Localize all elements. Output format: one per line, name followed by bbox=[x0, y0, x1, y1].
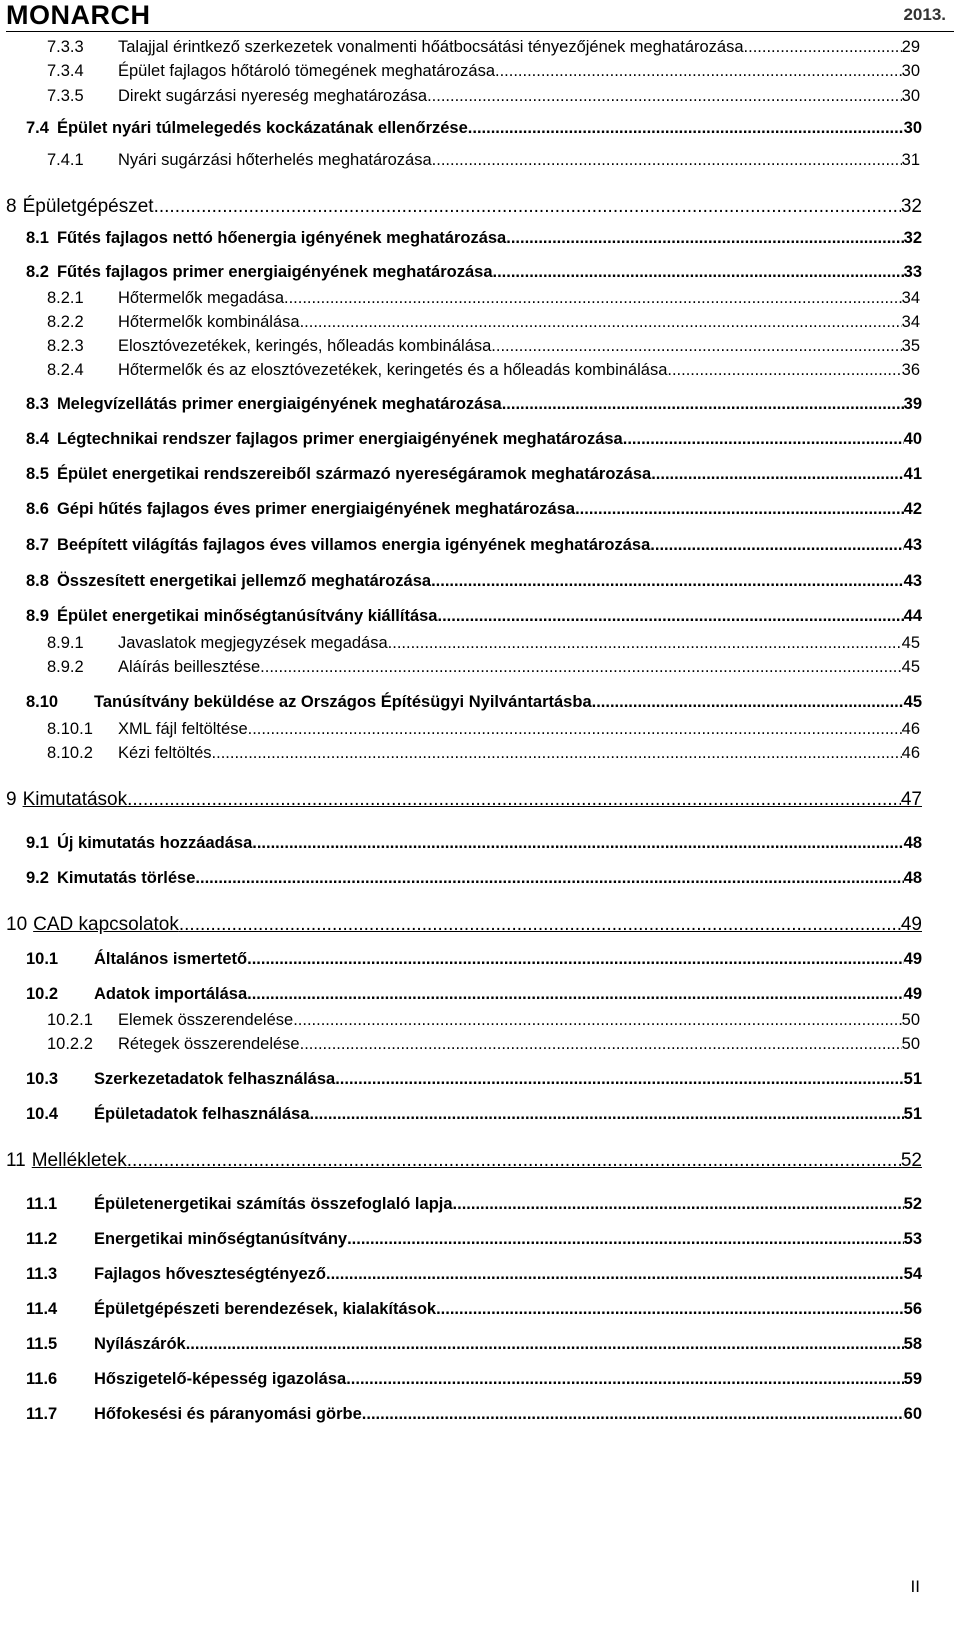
toc-entry-page: 50 bbox=[901, 1035, 920, 1053]
toc-dot-leader bbox=[347, 1230, 904, 1249]
toc-entry-title: Kimutatás törlése bbox=[56, 869, 196, 887]
toc-entry-number: 7.4 bbox=[26, 119, 49, 137]
toc-dot-leader bbox=[748, 38, 902, 57]
toc-entry-title: Nyári sugárzási hőterhelés meghatározása bbox=[118, 151, 432, 169]
page-number: II bbox=[910, 1577, 920, 1596]
toc-dot-leader bbox=[326, 1265, 904, 1284]
toc-entry-number: 8.2 bbox=[26, 263, 49, 281]
toc-entry-number: 8 bbox=[6, 196, 17, 217]
toc-dot-leader bbox=[127, 1150, 901, 1172]
toc-entry[interactable] bbox=[0, 395, 960, 414]
toc-entry-page: 56 bbox=[903, 1300, 922, 1318]
toc-dot-leader bbox=[651, 465, 903, 484]
toc-dot-leader bbox=[300, 313, 902, 332]
toc-dot-leader bbox=[592, 693, 904, 712]
toc-entry-page: 46 bbox=[901, 744, 920, 762]
toc-entry-page: 52 bbox=[900, 1150, 922, 1171]
toc-entry-title: Mellékletek bbox=[31, 1150, 127, 1171]
toc-dot-leader bbox=[195, 869, 903, 888]
toc-entry-title: Gépi hűtés fajlagos éves primer energiaigényének meghatározása bbox=[56, 500, 576, 518]
toc-entry-title: Hőtermelők kombinálása bbox=[118, 313, 300, 331]
toc-entry[interactable] bbox=[0, 634, 960, 653]
toc-dot-leader bbox=[506, 229, 903, 248]
toc-entry-page: 30 bbox=[903, 119, 922, 137]
toc-entry-title: Fűtés fajlagos primer energiaigényének meghatározása bbox=[56, 263, 493, 281]
toc-entry-title: Rétegek összerendelése bbox=[118, 1035, 300, 1053]
toc-entry[interactable] bbox=[0, 1335, 960, 1354]
toc-entry-page: 46 bbox=[901, 720, 920, 738]
toc-entry-title: Épületadatok felhasználása bbox=[94, 1105, 310, 1123]
toc-entry-title: Kézi feltöltés bbox=[118, 744, 212, 762]
toc-entry-number: 11.5 bbox=[26, 1335, 58, 1353]
toc-dot-leader bbox=[154, 196, 901, 218]
toc-entry[interactable] bbox=[0, 263, 960, 282]
toc-entry-page: 33 bbox=[903, 263, 922, 281]
toc-entry-title: Hőszigetelő-képesség igazolása bbox=[94, 1370, 347, 1388]
toc-entry[interactable] bbox=[0, 1070, 960, 1089]
toc-entry-number: 8.6 bbox=[26, 500, 49, 518]
toc-dot-leader bbox=[431, 572, 904, 591]
toc-entry[interactable] bbox=[0, 196, 960, 218]
toc-entry[interactable] bbox=[0, 1300, 960, 1319]
toc-entry[interactable] bbox=[0, 744, 960, 763]
toc-entry-number: 10.3 bbox=[26, 1070, 59, 1088]
toc-dot-leader bbox=[247, 985, 904, 1004]
toc-entry-page: 53 bbox=[903, 1230, 922, 1248]
toc-entry-page: 48 bbox=[903, 869, 922, 887]
toc-entry-page: 54 bbox=[903, 1265, 922, 1283]
toc-dot-leader bbox=[284, 289, 902, 308]
toc-entry-title: Elemek összerendelése bbox=[118, 1011, 294, 1029]
toc-dot-leader bbox=[491, 337, 901, 356]
toc-dot-leader bbox=[127, 789, 901, 811]
toc-entry[interactable] bbox=[0, 1011, 960, 1030]
toc-entry-number: 8.2.2 bbox=[47, 313, 84, 331]
header-year: 2013. bbox=[903, 5, 946, 24]
toc-entry-number: 8.9 bbox=[26, 607, 49, 625]
toc-entry-page: 31 bbox=[901, 151, 920, 169]
toc-entry-title: XML fájl feltöltése bbox=[118, 720, 248, 738]
toc-entry[interactable] bbox=[0, 1150, 960, 1172]
toc-entry-title: Elosztóvezetékek, keringés, hőleadás kombinálása bbox=[118, 337, 492, 355]
toc-entry[interactable] bbox=[0, 536, 960, 555]
toc-entry-page: 45 bbox=[901, 658, 920, 676]
toc-entry-number: 8.10.1 bbox=[47, 720, 93, 738]
toc-entry-title: CAD kapcsolatok bbox=[33, 914, 179, 935]
toc-dot-leader bbox=[260, 658, 901, 677]
toc-dot-leader bbox=[252, 834, 903, 853]
toc-entry-number: 10 bbox=[6, 914, 28, 935]
toc-dot-leader bbox=[650, 536, 903, 555]
toc-entry-page: 34 bbox=[901, 313, 920, 331]
toc-dot-leader bbox=[432, 151, 902, 170]
toc-entry-title: Aláírás beillesztése bbox=[118, 658, 261, 676]
toc-entry[interactable] bbox=[0, 1195, 960, 1214]
toc-entry-title: Szerkezetadatok felhasználása bbox=[94, 1070, 336, 1088]
toc-entry-page: 49 bbox=[903, 985, 922, 1003]
toc-dot-leader bbox=[346, 1370, 903, 1389]
toc-entry-number: 10.2.2 bbox=[47, 1035, 93, 1053]
toc-dot-leader bbox=[502, 395, 904, 414]
toc-entry-page: 60 bbox=[903, 1405, 922, 1423]
toc-entry-number: 8.9.1 bbox=[47, 634, 84, 652]
toc-entry[interactable] bbox=[0, 38, 960, 57]
toc-entry-title: Épületgépészeti berendezések, kialakítások bbox=[94, 1300, 437, 1318]
toc-entry-number: 9 bbox=[6, 789, 17, 810]
toc-entry-title: Fajlagos hőveszteségtényező bbox=[94, 1265, 326, 1283]
toc-dot-leader bbox=[495, 62, 902, 81]
toc-dot-leader bbox=[667, 361, 901, 380]
toc-entry-number: 10.2.1 bbox=[47, 1011, 93, 1029]
toc-entry-page: 43 bbox=[903, 572, 922, 590]
toc-entry-page: 42 bbox=[903, 500, 922, 518]
toc-entry-number: 7.4.1 bbox=[47, 151, 84, 169]
toc-dot-leader bbox=[575, 500, 904, 519]
toc-dot-leader bbox=[293, 1011, 901, 1030]
toc-entry-page: 30 bbox=[901, 62, 920, 80]
toc-entry-title: Kimutatások bbox=[22, 789, 128, 810]
toc-entry[interactable] bbox=[0, 1105, 960, 1124]
toc-entry-page: 49 bbox=[900, 914, 922, 935]
toc-entry-title: Javaslatok megjegyzések megadása bbox=[118, 634, 388, 652]
toc-entry-page: 59 bbox=[903, 1370, 922, 1388]
toc-entry[interactable] bbox=[0, 465, 960, 484]
toc-entry-page: 30 bbox=[901, 87, 920, 105]
toc-entry-page: 35 bbox=[901, 337, 920, 355]
toc-entry-title: Épületenergetikai számítás összefoglaló lapja bbox=[94, 1195, 453, 1213]
toc-entry-page: 39 bbox=[903, 395, 922, 413]
toc-entry-page: 34 bbox=[901, 289, 920, 307]
toc-entry-number: 8.5 bbox=[26, 465, 49, 483]
toc-dot-leader bbox=[186, 1335, 904, 1354]
toc-entry[interactable] bbox=[0, 1370, 960, 1389]
toc-entry-title: Hőtermelők és az elosztóvezetékek, keringetés és a hőleadás kombinálása bbox=[118, 361, 668, 379]
toc-entry-title: Összesített energetikai jellemző meghatározása bbox=[56, 572, 432, 590]
toc-entry[interactable] bbox=[0, 607, 960, 626]
toc-entry-number: 8.10.2 bbox=[47, 744, 93, 762]
toc-entry[interactable] bbox=[0, 313, 960, 332]
toc-entry-title: Épület energetikai rendszereiből származó nyereségáramok meghatározása bbox=[56, 465, 652, 483]
toc-entry-title: Általános ismertető bbox=[94, 950, 248, 968]
toc-entry-page: 47 bbox=[900, 789, 922, 810]
toc-entry-page: 41 bbox=[903, 465, 922, 483]
toc-entry-page: 36 bbox=[901, 361, 920, 379]
toc-dot-leader bbox=[212, 744, 902, 763]
toc-dot-leader bbox=[453, 1195, 904, 1214]
toc-entry-title: Adatok importálása bbox=[94, 985, 248, 1003]
toc-entry-title: Direkt sugárzási nyereség meghatározása bbox=[118, 87, 428, 105]
toc-entry-page: 51 bbox=[903, 1070, 922, 1088]
header-divider bbox=[6, 31, 954, 32]
toc-entry-number: 8.10 bbox=[26, 693, 59, 711]
toc-entry-number: 11.2 bbox=[26, 1230, 58, 1248]
toc-entry-number: 8.9.2 bbox=[47, 658, 84, 676]
toc-entry-number: 11.3 bbox=[26, 1265, 58, 1283]
toc-entry[interactable] bbox=[0, 658, 960, 677]
toc-entry[interactable] bbox=[0, 289, 960, 308]
toc-entry[interactable] bbox=[0, 87, 960, 106]
toc-entry-number: 8.2.1 bbox=[47, 289, 84, 307]
toc-entry[interactable] bbox=[0, 834, 960, 853]
toc-entry-number: 7.3.5 bbox=[47, 87, 84, 105]
toc-entry-title: Épület nyári túlmelegedés kockázatának ellenőrzése bbox=[56, 119, 468, 137]
toc-entry[interactable] bbox=[0, 720, 960, 739]
toc-dot-leader bbox=[468, 119, 904, 138]
toc-entry-number: 9.2 bbox=[26, 869, 49, 887]
toc-entry-number: 11.4 bbox=[26, 1300, 58, 1318]
page-header bbox=[0, 0, 960, 32]
toc-entry[interactable] bbox=[0, 430, 960, 449]
toc-entry-number: 11.6 bbox=[26, 1370, 58, 1388]
toc-entry[interactable] bbox=[0, 572, 960, 591]
toc-entry[interactable] bbox=[0, 950, 960, 969]
toc-entry[interactable] bbox=[0, 693, 960, 712]
toc-dot-leader bbox=[335, 1070, 903, 1089]
toc-dot-leader bbox=[362, 1405, 904, 1424]
toc-entry-title: Épület energetikai minőségtanúsítvány kiállítása bbox=[56, 607, 438, 625]
toc-dot-leader bbox=[248, 720, 902, 739]
logo-text-start: MON bbox=[6, 0, 71, 30]
toc-entry-number: 10.1 bbox=[26, 950, 59, 968]
toc-entry[interactable] bbox=[0, 869, 960, 888]
toc-entry-title: Beépített világítás fajlagos éves villamos energia igényének meghatározása bbox=[56, 536, 651, 554]
toc-entry-number: 11.1 bbox=[26, 1195, 58, 1213]
toc-entry[interactable] bbox=[0, 1230, 960, 1249]
logo-text-end: RCH bbox=[90, 0, 151, 30]
toc-entry-title: Új kimutatás hozzáadása bbox=[56, 834, 253, 852]
toc-entry[interactable] bbox=[0, 985, 960, 1004]
toc-entry-number: 11 bbox=[6, 1150, 26, 1171]
toc-entry-number: 8.2.4 bbox=[47, 361, 84, 379]
toc-dot-leader bbox=[388, 634, 902, 653]
toc-entry-page: 32 bbox=[903, 229, 922, 247]
monarch-logo bbox=[6, 0, 151, 30]
toc-entry-page: 50 bbox=[901, 1011, 920, 1029]
toc-dot-leader bbox=[179, 914, 901, 936]
toc-entry-title: Fűtés fajlagos nettó hőenergia igényének meghatározása bbox=[56, 229, 507, 247]
toc-entry-page: 43 bbox=[903, 536, 922, 554]
toc-entry[interactable] bbox=[0, 1035, 960, 1054]
toc-dot-leader bbox=[623, 430, 904, 449]
toc-dot-leader bbox=[300, 1035, 902, 1054]
toc-entry-title: Energetikai minőségtanúsítvány bbox=[94, 1230, 348, 1248]
toc-entry-title: Hőtermelők megadása bbox=[118, 289, 284, 307]
toc-entry[interactable] bbox=[0, 1265, 960, 1284]
toc-entry-page: 52 bbox=[903, 1195, 922, 1213]
toc-entry-page: 51 bbox=[903, 1105, 922, 1123]
toc-entry-number: 7.3.3 bbox=[47, 38, 84, 56]
toc-entry-title: Hőfokesési és páranyomási görbe bbox=[94, 1405, 362, 1423]
toc-dot-leader bbox=[438, 607, 904, 626]
toc-entry-title: Légtechnikai rendszer fajlagos primer energiaigényének meghatározása bbox=[56, 430, 623, 448]
toc-entry-page: 40 bbox=[903, 430, 922, 448]
toc-entry-number: 8.7 bbox=[26, 536, 49, 554]
toc-entry-page: 49 bbox=[903, 950, 922, 968]
toc-entry-number: 8.1 bbox=[26, 229, 49, 247]
toc-entry-page: 45 bbox=[903, 693, 922, 711]
toc-entry-number: 8.8 bbox=[26, 572, 49, 590]
logo-text-a: A bbox=[70, 0, 91, 30]
toc-entry-number: 9.1 bbox=[26, 834, 49, 852]
toc-dot-leader bbox=[247, 950, 904, 969]
toc-dot-leader bbox=[436, 1300, 904, 1319]
toc-entry-number: 11.7 bbox=[26, 1405, 58, 1423]
toc-entry[interactable] bbox=[0, 789, 960, 811]
toc-entry[interactable] bbox=[0, 1405, 960, 1424]
toc-entry-title: Nyílászárók bbox=[94, 1335, 186, 1353]
toc-entry-title: Épület fajlagos hőtároló tömegének meghatározása bbox=[118, 62, 495, 80]
toc-dot-leader bbox=[310, 1105, 904, 1124]
toc-entry-title: Tanúsítvány beküldése az Országos Építésügyi Nyilvántartásba bbox=[94, 693, 592, 711]
toc-entry-page: 48 bbox=[903, 834, 922, 852]
toc-dot-leader bbox=[493, 263, 904, 282]
toc-entry[interactable] bbox=[0, 337, 960, 356]
toc-entry[interactable] bbox=[0, 500, 960, 519]
toc-entry-page: 32 bbox=[900, 196, 922, 217]
toc-entry[interactable] bbox=[0, 361, 960, 380]
toc-entry-number: 8.2.3 bbox=[47, 337, 84, 355]
toc-entry-page: 58 bbox=[903, 1335, 922, 1353]
toc-entry-title: Épületgépészet bbox=[22, 196, 154, 217]
toc-entry[interactable] bbox=[0, 62, 960, 81]
toc-entry[interactable] bbox=[0, 229, 960, 248]
toc-entry-number: 10.2 bbox=[26, 985, 59, 1003]
toc-entry-number: 7.3.4 bbox=[47, 62, 84, 80]
toc-entry-page: 44 bbox=[903, 607, 922, 625]
toc-dot-leader bbox=[427, 87, 902, 106]
toc-entry-number: 8.4 bbox=[26, 430, 49, 448]
toc-entry-number: 10.4 bbox=[26, 1105, 59, 1123]
toc-entry[interactable] bbox=[0, 119, 960, 138]
toc-entry-number: 8.3 bbox=[26, 395, 49, 413]
toc-entry-title: Talajjal érintkező szerkezetek vonalmenti hőátbocsátási tényezőjének meghatározása. bbox=[118, 38, 749, 56]
toc-entry-page: 45 bbox=[901, 634, 920, 652]
toc-entry-page: 29 bbox=[901, 38, 920, 56]
toc-entry[interactable] bbox=[0, 151, 960, 170]
toc-entry[interactable] bbox=[0, 914, 960, 936]
toc-entry-title: Melegvízellátás primer energiaigényének meghatározása bbox=[56, 395, 502, 413]
